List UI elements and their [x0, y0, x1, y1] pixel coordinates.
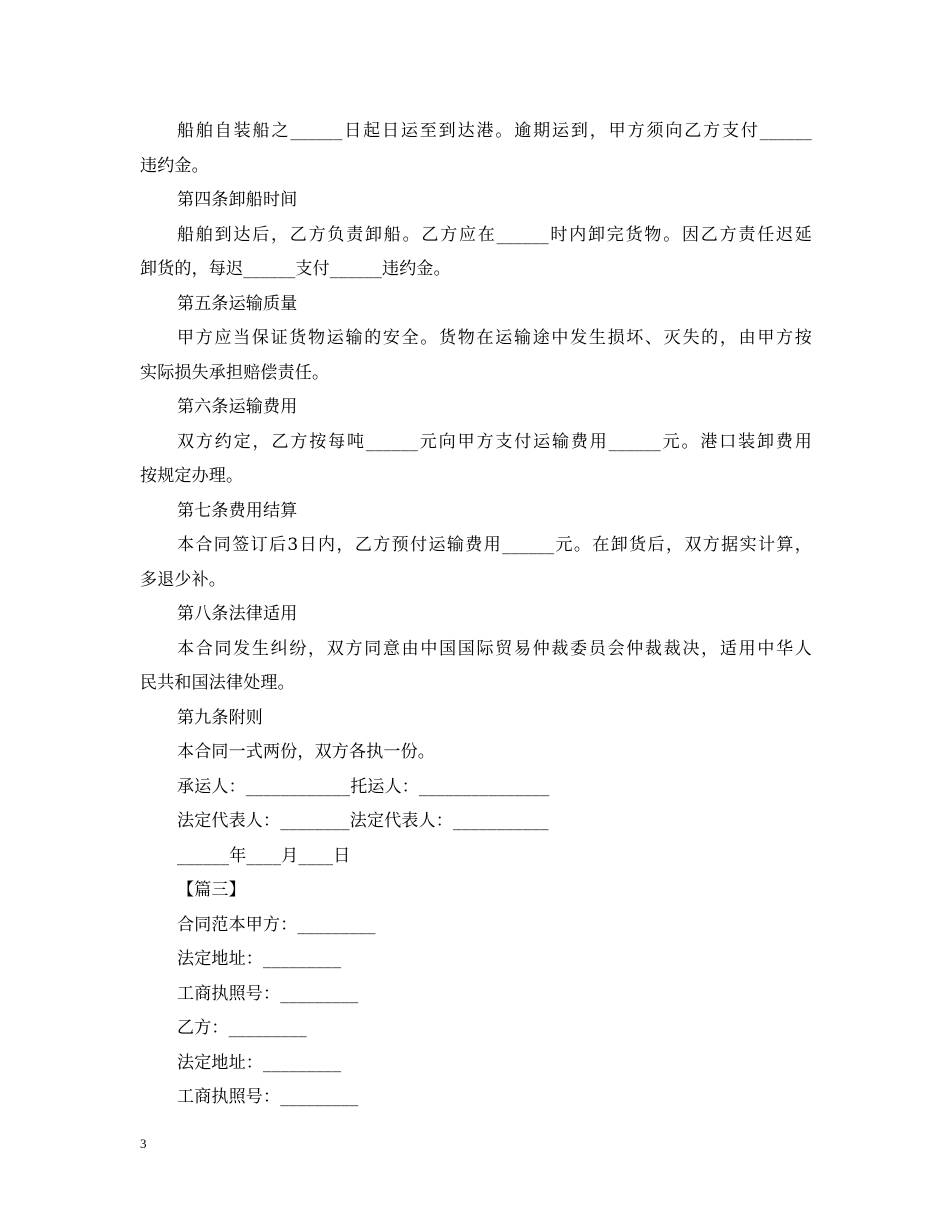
document-line: 双方约定，乙方按每吨______元向甲方支付运输费用______元。港口装卸费用 [177, 431, 812, 452]
document-line: 法定地址：_________ [177, 949, 342, 969]
document-line: 按规定办理。 [140, 466, 244, 486]
document-line: 实际损失承担赔偿责任。 [140, 362, 330, 383]
document-line: ______年____月____日 [177, 845, 351, 866]
document-line: 甲方应当保证货物运输的安全。货物在运输途中发生损坏、灭失的，由甲方按 [177, 328, 812, 348]
page-number: 3 [140, 1136, 147, 1151]
document-line: 第五条运输质量 [177, 293, 298, 314]
document-body [140, 114, 812, 1115]
document-line: 法定代表人：________法定代表人：___________ [177, 811, 549, 831]
document-line: 船舶自装船之______日起日运至到达港。逾期运到，甲方须向乙方支付______ [177, 121, 812, 141]
document-line: 船舶到达后，乙方负责卸船。乙方应在______时内卸完货物。因乙方责任迟延 [177, 224, 812, 245]
document-line: 【篇三】 [177, 880, 246, 900]
document-line: 违约金。 [140, 155, 209, 176]
document-line: 本合同发生纠纷，双方同意由中国国际贸易仲裁委员会仲裁裁决，适用中华人 [177, 638, 812, 659]
document-line: 承运人：____________托运人：_______________ [177, 776, 550, 797]
document-line: 第八条法律适用 [177, 604, 298, 624]
document-line: 第四条卸船时间 [177, 190, 298, 210]
document-line: 法定地址：_________ [177, 1052, 342, 1073]
document-line: 卸货的，每迟______支付______违约金。 [140, 259, 451, 279]
document-line: 工商执照号：_________ [177, 1087, 359, 1107]
document-line: 第九条附则 [177, 707, 263, 728]
document-line: 多退少补。 [140, 569, 226, 590]
document-line: 民共和国法律处理。 [140, 673, 295, 693]
document-line: 本合同签订后3日内，乙方预付运输费用______元。在卸货后，双方据实计算， [177, 535, 812, 555]
document-line: 本合同一式两份，双方各执一份。 [177, 742, 435, 762]
document-line: 第七条费用结算 [177, 500, 298, 521]
document-line: 工商执照号：_________ [177, 983, 359, 1004]
document-line: 乙方：_________ [177, 1018, 307, 1038]
document-line: 合同范本甲方：_________ [177, 914, 376, 935]
document-line: 第六条运输费用 [177, 397, 298, 417]
